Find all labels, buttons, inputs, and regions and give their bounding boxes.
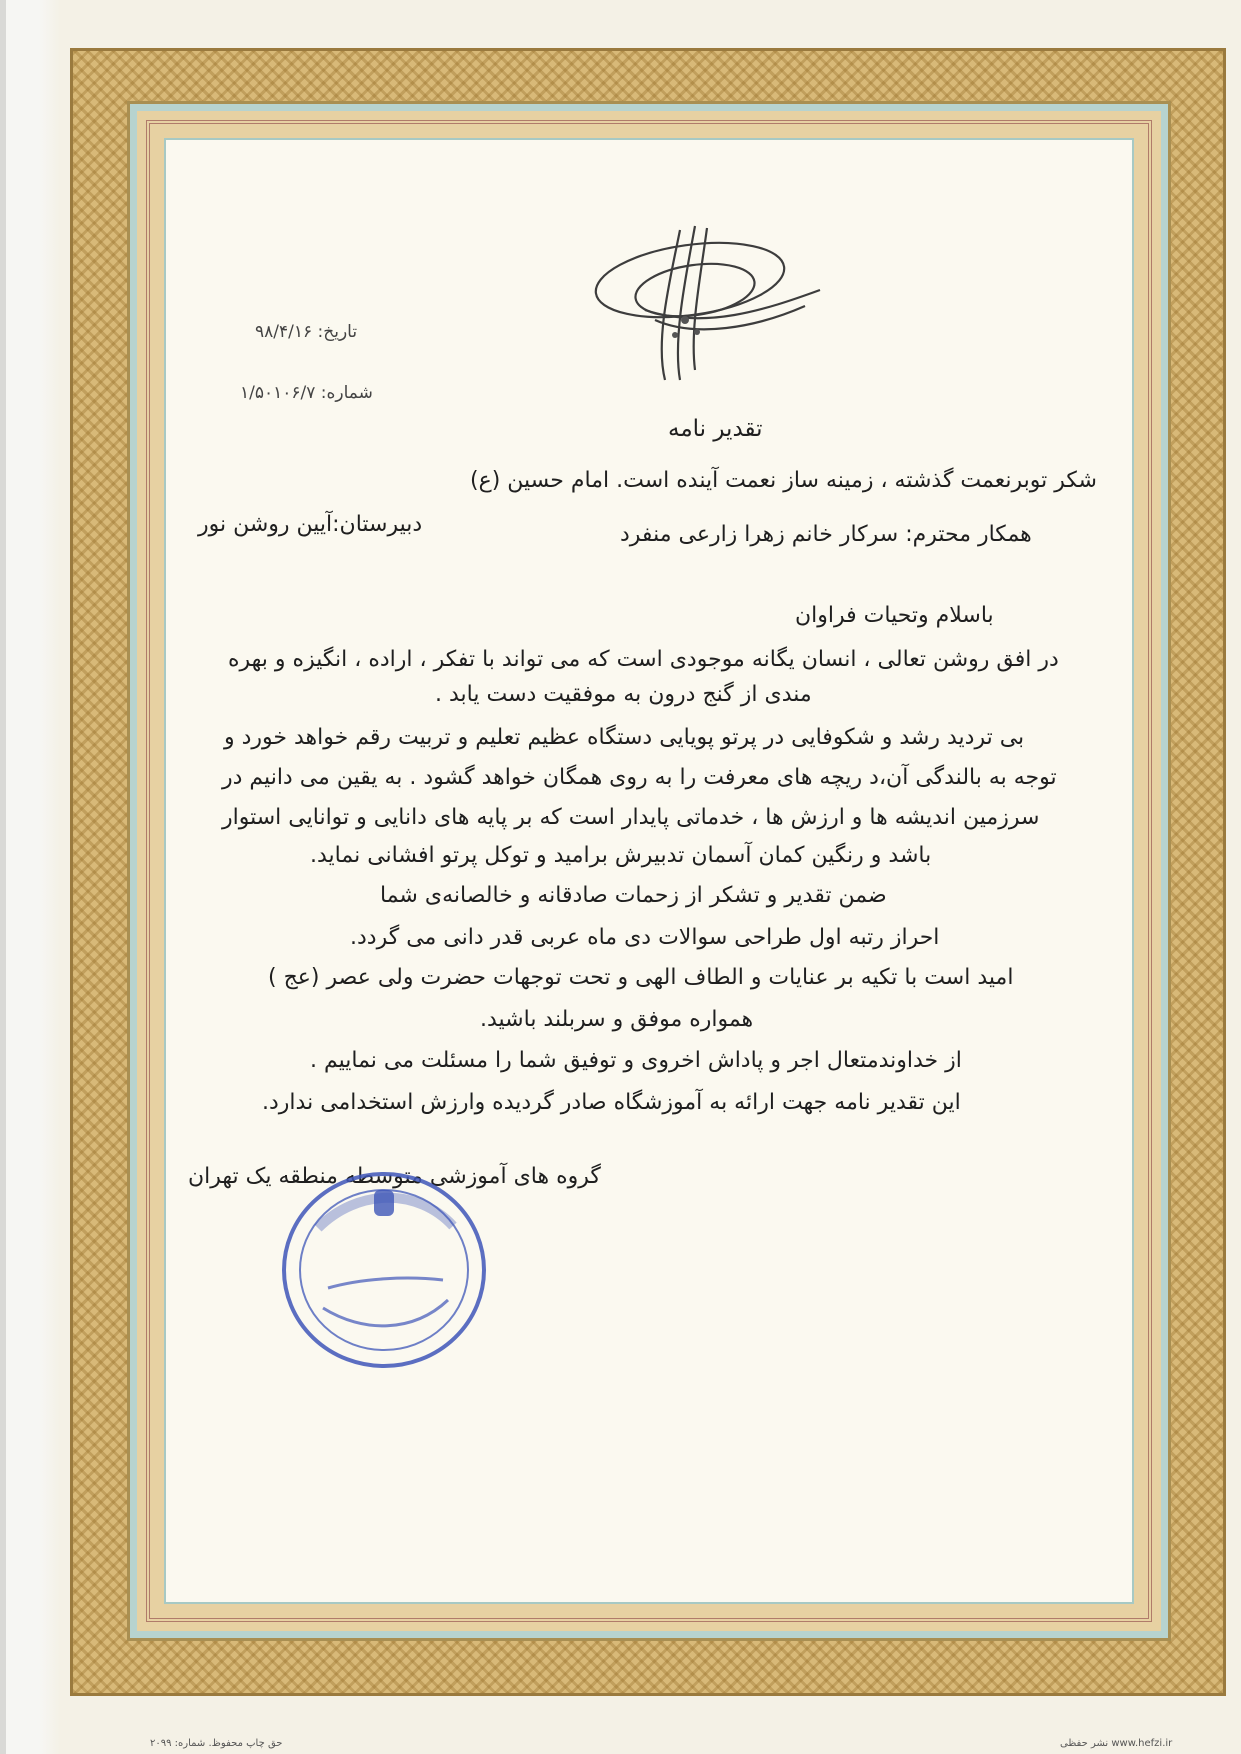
body-line-7: ضمن تقدیر و تشکر از زحمات صادقانه و خالصانه‌ی شما <box>380 883 887 908</box>
footer-publisher: www.hefzi.ir نشر حفظی <box>1060 1738 1173 1749</box>
body-line-5: سرزمین اندیشه ها و ارزش ها ، خدماتی پایدار است که بر پایه های دانایی و توانایی استوار <box>222 805 1040 830</box>
school-line: دبیرستان:آیین روشن نور <box>198 512 423 537</box>
date-label: تاریخ: <box>317 322 358 342</box>
number-label: شماره: <box>320 383 373 403</box>
footer-copyright: حق چاپ محفوظ. شماره: ۲۰۹۹ <box>150 1738 283 1749</box>
number-value: ۱/۵۰۱۰۶/۷ <box>240 383 316 403</box>
body-line-12: این تقدیر نامه جهت ارائه به آموزشگاه صادر گردیده وارزش استخدامی ندارد. <box>262 1090 961 1115</box>
number-row <box>240 383 373 403</box>
body-line-11: از خداوندمتعال اجر و پاداش اخروی و توفیق شما را مسئلت می نماییم . <box>310 1048 962 1073</box>
body-line-10: همواره موفق و سربلند باشید. <box>480 1007 754 1032</box>
body-line-4: توجه به بالندگی آن،د ریچه های معرفت را به روی همگان خواهد گشود . به یقین می دانیم در <box>222 765 1057 790</box>
body-line-9: امید است با تکیه بر عنایات و الطاف الهی و تحت توجهات حضرت ولی عصر (عج ) <box>268 965 1014 990</box>
body-line-3: بی تردید رشد و شکوفایی در پرتو پویایی دستگاه عظیم تعلیم و تربیت رقم خواهد خورد و <box>224 725 1025 750</box>
scan-edge <box>0 0 60 1754</box>
greeting-line: باسلام وتحیات فراوان <box>795 603 994 628</box>
body-line-2: مندی از گنج درون به موفقیت دست یابد . <box>435 682 812 707</box>
recipient-line: همکار محترم: سرکار خانم زهرا زارعی منفرد <box>620 522 1032 547</box>
body-line-1: در افق روشن تعالی ، انسان یگانه موجودی است که می تواند با تفکر ، اراده ، انگیزه و بهره <box>228 647 1059 672</box>
date-value: ۹۸/۴/۱۶ <box>255 322 313 342</box>
tughra-emblem-icon <box>585 220 825 390</box>
body-line-6: باشد و رنگین کمان آسمان تدبیرش برامید و توکل پرتو افشانی نماید. <box>310 843 932 868</box>
date-row <box>255 322 357 342</box>
quote-line: شکر توبرنعمت گذشته ، زمینه ساز نعمت آینده است. امام حسین (ع) <box>470 468 1097 493</box>
certificate-title: تقدیر نامه <box>668 416 763 442</box>
signature-line: گروه های آموزشی متوسطه منطقه یک تهران <box>188 1164 601 1189</box>
body-line-8: احراز رتبه اول طراحی سوالات دی ماه عربی قدر دانی می گردد. <box>350 925 940 950</box>
official-seal-icon <box>278 1168 490 1373</box>
